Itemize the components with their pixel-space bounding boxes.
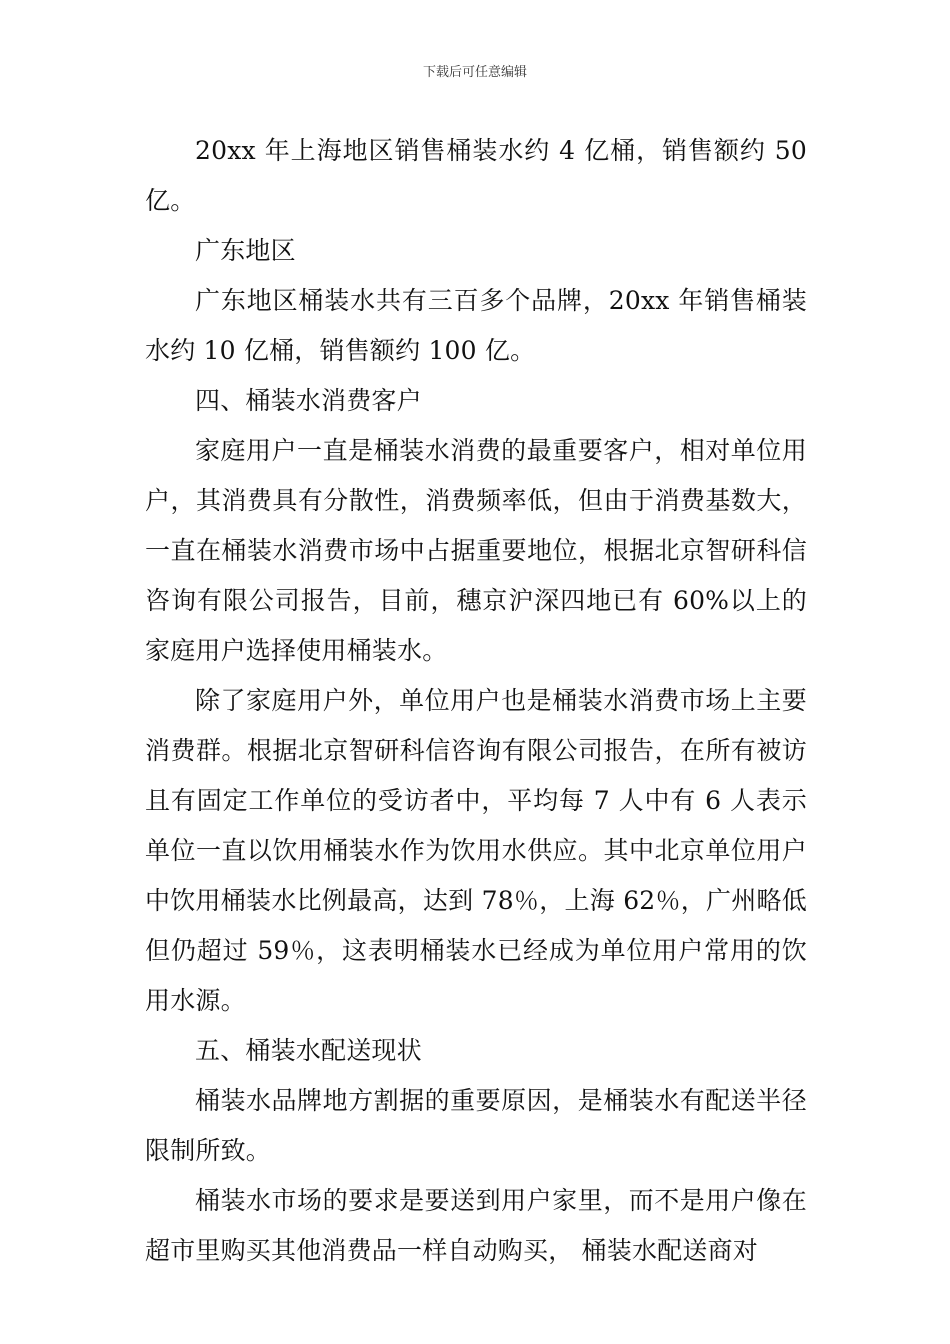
- page-header: 下载后可任意编辑: [422, 65, 527, 80]
- heading-guangdong: 广东地区: [195, 236, 296, 265]
- paragraph-shanghai-sales: 20xx 年上海地区销售桶装水约 4 亿桶，销售额约 50 亿。: [145, 136, 807, 215]
- heading-delivery: 五、桶装水配送现状: [195, 1036, 422, 1065]
- document-body: [145, 126, 807, 1276]
- paragraph-unit-users: 除了家庭用户外，单位用户也是桶装水消费市场上主要消费群。根据北京智研科信咨询有限公司报告，在所有被访且有固定工作单位的受访者中，平均每 7 人中有 6 人表示单位一直以饮用桶装水作为饮用水供应。其中北京单位用户中饮用桶装水比例最高，达到 78％，上海 62％，广州略低但仍超过 59％，这表明桶装水已经成为单位用户常用的饮用水源。: [145, 686, 807, 1015]
- paragraph-household-users: 家庭用户一直是桶装水消费的最重要客户，相对单位用户，其消费具有分散性，消费频率低，但由于消费基数大，一直在桶装水消费市场中占据重要地位，根据北京智研科信咨询有限公司报告，目前，穗京沪深四地已有 60%以上的家庭用户选择使用桶装水。: [145, 436, 807, 665]
- heading-consumers: 四、桶装水消费客户: [195, 386, 422, 415]
- paragraph-guangdong-sales: 广东地区桶装水共有三百多个品牌，20xx 年销售桶装水约 10 亿桶，销售额约 100 亿。: [145, 286, 807, 365]
- paragraph-delivery-requirements: 桶装水市场的要求是要送到用户家里，而不是用户像在超市里购买其他消费品一样自动购买， 桶装水配送商对: [145, 1186, 807, 1265]
- paragraph-delivery-radius: 桶装水品牌地方割据的重要原因，是桶装水有配送半径限制所致。: [145, 1086, 807, 1165]
